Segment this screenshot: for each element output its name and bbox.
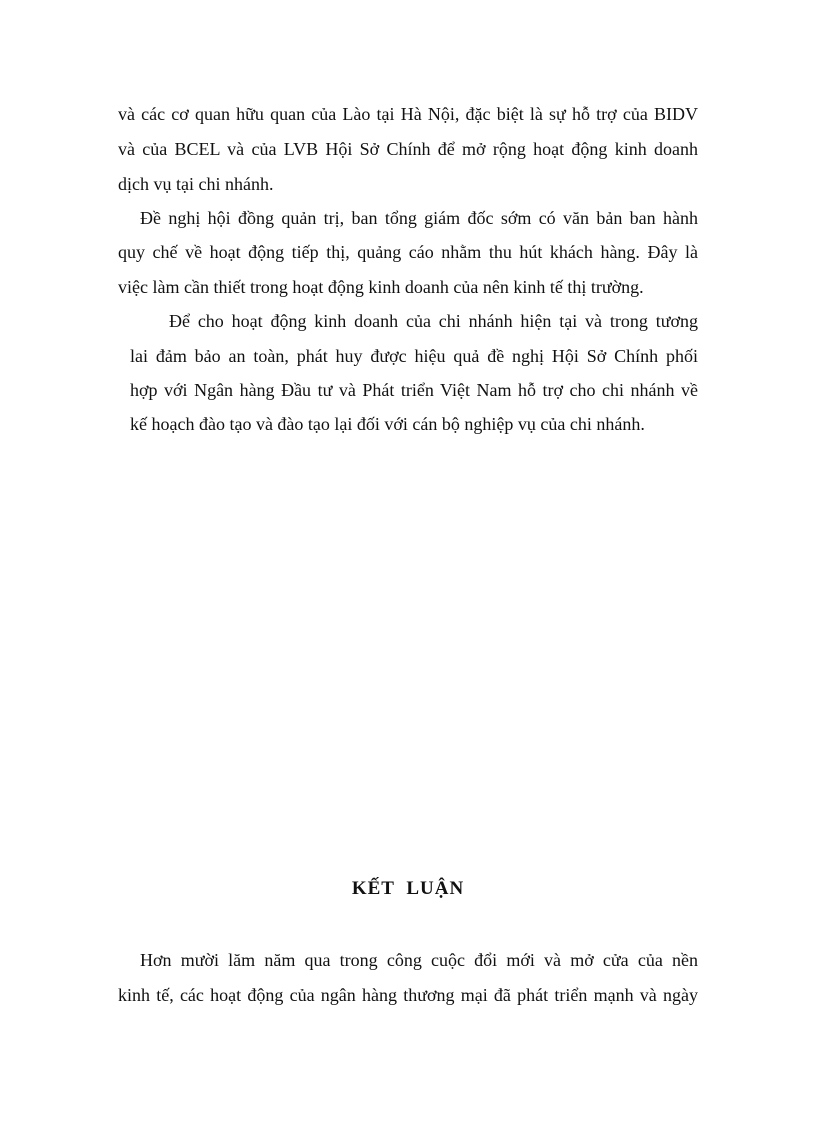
- paragraph-line: hợp với Ngân hàng Đầu tư và Phát triển Việt Nam hỗ trợ cho chi nhánh về: [130, 380, 698, 400]
- paragraph-line: kinh tế, các hoạt động của ngân hàng thương mại đã phát triển mạnh và ngày: [118, 985, 698, 1005]
- paragraph-line: Đề nghị hội đồng quản trị, ban tổng giám đốc sớm có văn bản ban hành: [140, 208, 698, 228]
- section-heading-conclusion: KẾT LUẬN: [351, 878, 465, 899]
- paragraph-line: lai đảm bảo an toàn, phát huy được hiệu quả đề nghị Hội Sở Chính phối: [130, 346, 698, 366]
- paragraph-line: quy chế về hoạt động tiếp thị, quảng cáo nhằm thu hút khách hàng. Đây là: [118, 242, 698, 262]
- paragraph-line: việc làm cần thiết trong hoạt động kinh doanh của nên kinh tế thị trường.: [118, 277, 644, 297]
- paragraph-line: Để cho hoạt động kinh doanh của chi nhánh hiện tại và trong tương: [169, 311, 698, 331]
- paragraph-line: và các cơ quan hữu quan của Lào tại Hà Nội, đặc biệt là sự hỗ trợ của BIDV: [118, 104, 698, 124]
- paragraph-line: kế hoạch đào tạo và đào tạo lại đối với cán bộ nghiệp vụ của chi nhánh.: [130, 414, 645, 434]
- paragraph-line: dịch vụ tại chi nhánh.: [118, 174, 274, 194]
- paragraph-line: và của BCEL và của LVB Hội Sở Chính để mở rộng hoạt động kinh doanh: [118, 139, 698, 159]
- paragraph-line: Hơn mười lăm năm qua trong công cuộc đổi mới và mở cửa của nền: [140, 950, 698, 970]
